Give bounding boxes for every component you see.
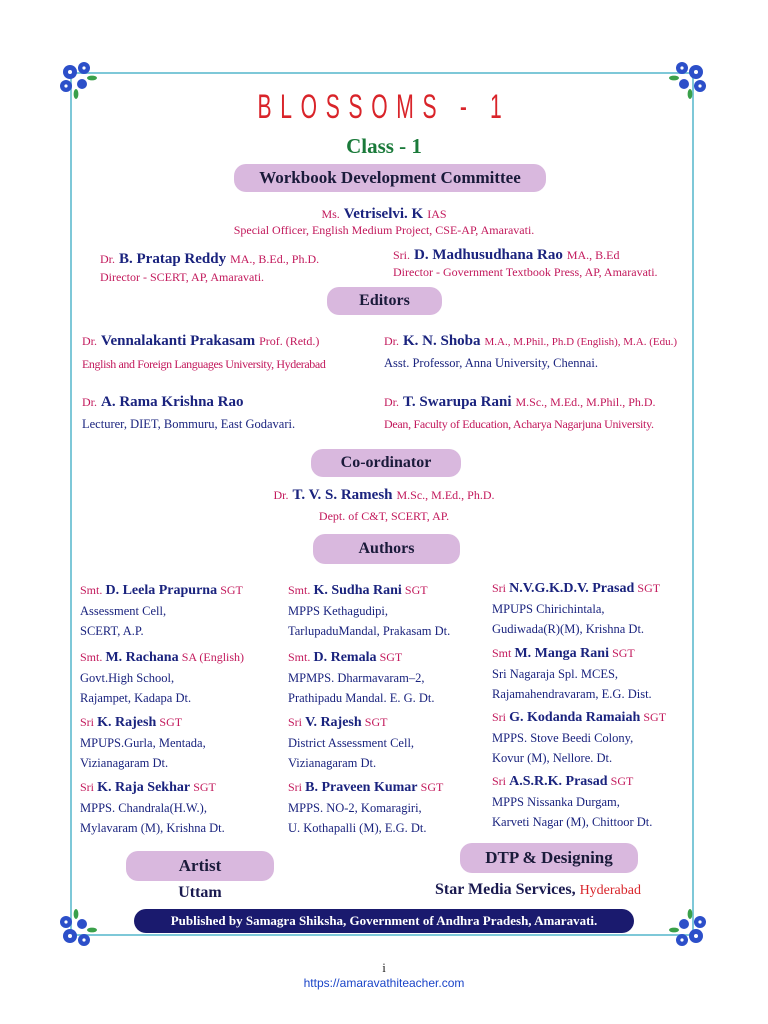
- author-address-line: Sri Nagaraja Spl. MCES,: [492, 667, 619, 681]
- editor-2-name: K. N. Shoba: [403, 333, 481, 349]
- author-prefix: Sri: [492, 774, 507, 788]
- director2-name: D. Madhusudhana Rao: [414, 247, 563, 263]
- author-qual: SGT: [364, 715, 388, 729]
- director2-role: Director - Government Textbook Press, AP, Amaravati.: [393, 265, 658, 279]
- author-address-line: MPPS. Stove Beedi Colony,: [492, 731, 634, 745]
- dtp-heading: DTP & Designing: [460, 843, 638, 873]
- author-name: B. Praveen Kumar: [305, 780, 418, 795]
- author-name: G. Kodanda Ramaiah: [509, 710, 641, 725]
- author-qual: SGT: [612, 646, 635, 660]
- director1-name: B. Pratap Reddy: [119, 251, 227, 267]
- author-name: D. Remala: [313, 650, 377, 665]
- page-number: i: [382, 960, 386, 975]
- author-prefix: Sri: [288, 780, 303, 794]
- director2-line: [393, 246, 620, 264]
- author-prefix: Smt.: [80, 583, 103, 597]
- author-address-line: MPPS. Chandrala(H.W.),: [80, 801, 207, 815]
- authors-heading: Authors: [313, 534, 460, 564]
- author-address-line: Rajamahendravaram, E.G. Dist.: [492, 687, 652, 701]
- editor-4-name: T. Swarupa Rani: [403, 394, 512, 410]
- director1-role: Director - SCERT, AP, Amaravati.: [100, 270, 265, 284]
- chair-role: Special Officer, English Medium Project, CSE-AP, Amaravati.: [233, 223, 535, 237]
- author-prefix: Smt.: [80, 650, 103, 664]
- editor-3-role: Lecturer, DIET, Bommuru, East Godavari.: [82, 417, 296, 431]
- author-name: M. Rachana: [105, 650, 179, 665]
- editor-4-qual: M.Sc., M.Ed., M.Phil., Ph.D.: [515, 395, 656, 409]
- author-name: D. Leela Prapurna: [105, 583, 218, 598]
- chair-line: [0, 205, 768, 223]
- editors-heading: Editors: [327, 287, 442, 315]
- coordinator-prefix: Dr.: [273, 488, 289, 502]
- author-prefix: Smt: [492, 646, 512, 660]
- director1-qual: MA., B.Ed., Ph.D.: [230, 252, 320, 266]
- author-address-line: MPPS. NO-2, Komaragiri,: [288, 801, 422, 815]
- author-heading-line: [288, 777, 443, 798]
- author-name: N.V.G.K.D.V. Prasad: [509, 581, 635, 596]
- author-qual: SGT: [379, 650, 403, 664]
- author-qual: SA (English): [181, 650, 245, 664]
- author-heading-line: [288, 580, 450, 601]
- editor-2-prefix: Dr.: [384, 334, 399, 348]
- coordinator-line: [0, 486, 768, 504]
- editor-2-line: [384, 332, 677, 350]
- author-heading-line: [492, 707, 666, 728]
- editor-1-role: English and Foreign Languages University, Hyderabad: [82, 357, 326, 371]
- author-name: K. Rajesh: [97, 715, 157, 730]
- coordinator-qual: M.Sc., M.Ed., Ph.D.: [396, 488, 495, 502]
- editor-3-prefix: Dr.: [82, 395, 97, 409]
- author-entry: [80, 777, 225, 838]
- author-entry: [288, 580, 450, 641]
- author-name: A.S.R.K. Prasad: [509, 774, 608, 789]
- author-qual: SGT: [193, 780, 216, 794]
- author-address-line: Rajampet, Kadapa Dt.: [80, 691, 192, 705]
- director2-qual: MA., B.Ed: [566, 248, 620, 262]
- author-entry: [80, 580, 243, 641]
- author-qual: SGT: [637, 581, 661, 595]
- editor-3-name: A. Rama Krishna Rao: [101, 394, 244, 410]
- coordinator-heading: Co-ordinator: [311, 449, 461, 477]
- dtp-city: Hyderabad: [579, 883, 641, 898]
- author-qual: SGT: [610, 774, 634, 788]
- author-heading-line: [80, 712, 206, 733]
- author-address-line: MPMPS. Dharmavaram–2,: [288, 671, 425, 685]
- author-address-line: U. Kothapalli (M), E.G. Dt.: [288, 821, 427, 835]
- dtp-line: [435, 881, 641, 899]
- author-prefix: Sri: [288, 715, 303, 729]
- editor-2-qual: M.A., M.Phil., Ph.D (English), M.A. (Edu.): [484, 336, 678, 348]
- author-heading-line: [492, 643, 652, 664]
- author-address-line: Assessment Cell,: [80, 604, 167, 618]
- author-address-line: Prathipadu Mandal. E. G. Dt.: [288, 691, 435, 705]
- author-address-line: MPUPS Chirichintala,: [492, 602, 605, 616]
- chair-qual: IAS: [427, 207, 447, 221]
- author-entry: [288, 777, 443, 838]
- author-entry: [288, 712, 414, 773]
- footer-url-link[interactable]: https://amaravathiteacher.com: [303, 976, 465, 990]
- author-address-line: Vizianagaram Dt.: [288, 756, 377, 770]
- editor-1-qual: Prof. (Retd.): [259, 334, 320, 348]
- author-address-line: MPPS Nissanka Durgam,: [492, 795, 620, 809]
- dtp-name: Star Media Services,: [435, 881, 576, 898]
- author-entry: [492, 707, 666, 768]
- artist-name: Uttam: [178, 884, 222, 901]
- author-prefix: Sri: [492, 710, 507, 724]
- author-name: K. Raja Sekhar: [97, 780, 191, 795]
- author-heading-line: [80, 777, 225, 798]
- author-address-line: Vizianagaram Dt.: [80, 756, 169, 770]
- author-address-line: Kovur (M), Nellore. Dt.: [492, 751, 613, 765]
- editor-1-prefix: Dr.: [82, 334, 97, 348]
- author-address-line: Govt.High School,: [80, 671, 175, 685]
- author-name: K. Sudha Rani: [313, 583, 402, 598]
- editor-4-line: [384, 393, 656, 411]
- class-label: Class - 1: [346, 134, 422, 158]
- coordinator-role: Dept. of C&T, SCERT, AP.: [318, 509, 450, 523]
- director1-prefix: Dr.: [100, 252, 115, 266]
- flower-ornament-bottom-right: [666, 906, 710, 950]
- editor-3-line: [82, 393, 244, 411]
- author-address-line: Gudiwada(R)(M), Krishna Dt.: [492, 622, 645, 636]
- author-prefix: Sri: [80, 715, 95, 729]
- author-entry: [492, 771, 652, 832]
- editor-1-name: Vennalakanti Prakasam: [101, 333, 256, 349]
- author-address-line: TarlupaduMandal, Prakasam Dt.: [288, 624, 451, 638]
- author-entry: [80, 712, 206, 773]
- author-prefix: Sri: [80, 780, 95, 794]
- author-qual: SGT: [420, 780, 444, 794]
- flower-ornament-bottom-left: [56, 906, 100, 950]
- flower-ornament-top-left: [56, 58, 100, 102]
- author-entry: [80, 647, 244, 708]
- author-heading-line: [288, 647, 435, 668]
- coordinator-name: T. V. S. Ramesh: [292, 487, 393, 503]
- director1-line: [100, 250, 319, 268]
- author-heading-line: [80, 580, 243, 601]
- committee-heading: Workbook Development Committee: [234, 164, 546, 192]
- author-address-line: District Assessment Cell,: [288, 736, 415, 750]
- publisher-banner: Published by Samagra Shiksha, Government of Andhra Pradesh, Amaravati.: [134, 909, 634, 933]
- author-qual: SGT: [220, 583, 243, 597]
- editor-4-role: Dean, Faculty of Education, Acharya Nagarjuna University.: [384, 417, 654, 431]
- author-heading-line: [492, 578, 660, 599]
- author-prefix: Smt.: [288, 583, 311, 597]
- editor-1-line: [82, 332, 319, 350]
- author-qual: SGT: [643, 710, 667, 724]
- chair-name: Vetriselvi. K: [343, 206, 424, 222]
- author-heading-line: [288, 712, 414, 733]
- author-address-line: SCERT, A.P.: [80, 624, 144, 638]
- book-title: BLOSSOMS - 1: [257, 88, 511, 126]
- flower-ornament-top-right: [666, 58, 710, 102]
- author-prefix: Sri: [492, 581, 507, 595]
- author-entry: [288, 647, 435, 708]
- director2-prefix: Sri.: [393, 248, 411, 262]
- author-heading-line: [80, 647, 244, 668]
- author-qual: SGT: [404, 583, 428, 597]
- author-address-line: Mylavaram (M), Krishna Dt.: [80, 821, 225, 835]
- author-name: V. Rajesh: [305, 715, 362, 730]
- author-prefix: Smt.: [288, 650, 311, 664]
- artist-heading: Artist: [126, 851, 274, 881]
- author-address-line: MPPS Kethagudipi,: [288, 604, 389, 618]
- chair-prefix: Ms.: [321, 207, 340, 221]
- author-address-line: Karveti Nagar (M), Chittoor Dt.: [492, 815, 653, 829]
- editor-2-role: Asst. Professor, Anna University, Chennai.: [384, 356, 598, 370]
- author-address-line: MPUPS.Gurla, Mentada,: [80, 736, 206, 750]
- author-entry: [492, 643, 652, 704]
- author-name: M. Manga Rani: [514, 646, 609, 661]
- author-qual: SGT: [159, 715, 183, 729]
- author-entry: [492, 578, 660, 639]
- editor-4-prefix: Dr.: [384, 395, 399, 409]
- author-heading-line: [492, 771, 652, 792]
